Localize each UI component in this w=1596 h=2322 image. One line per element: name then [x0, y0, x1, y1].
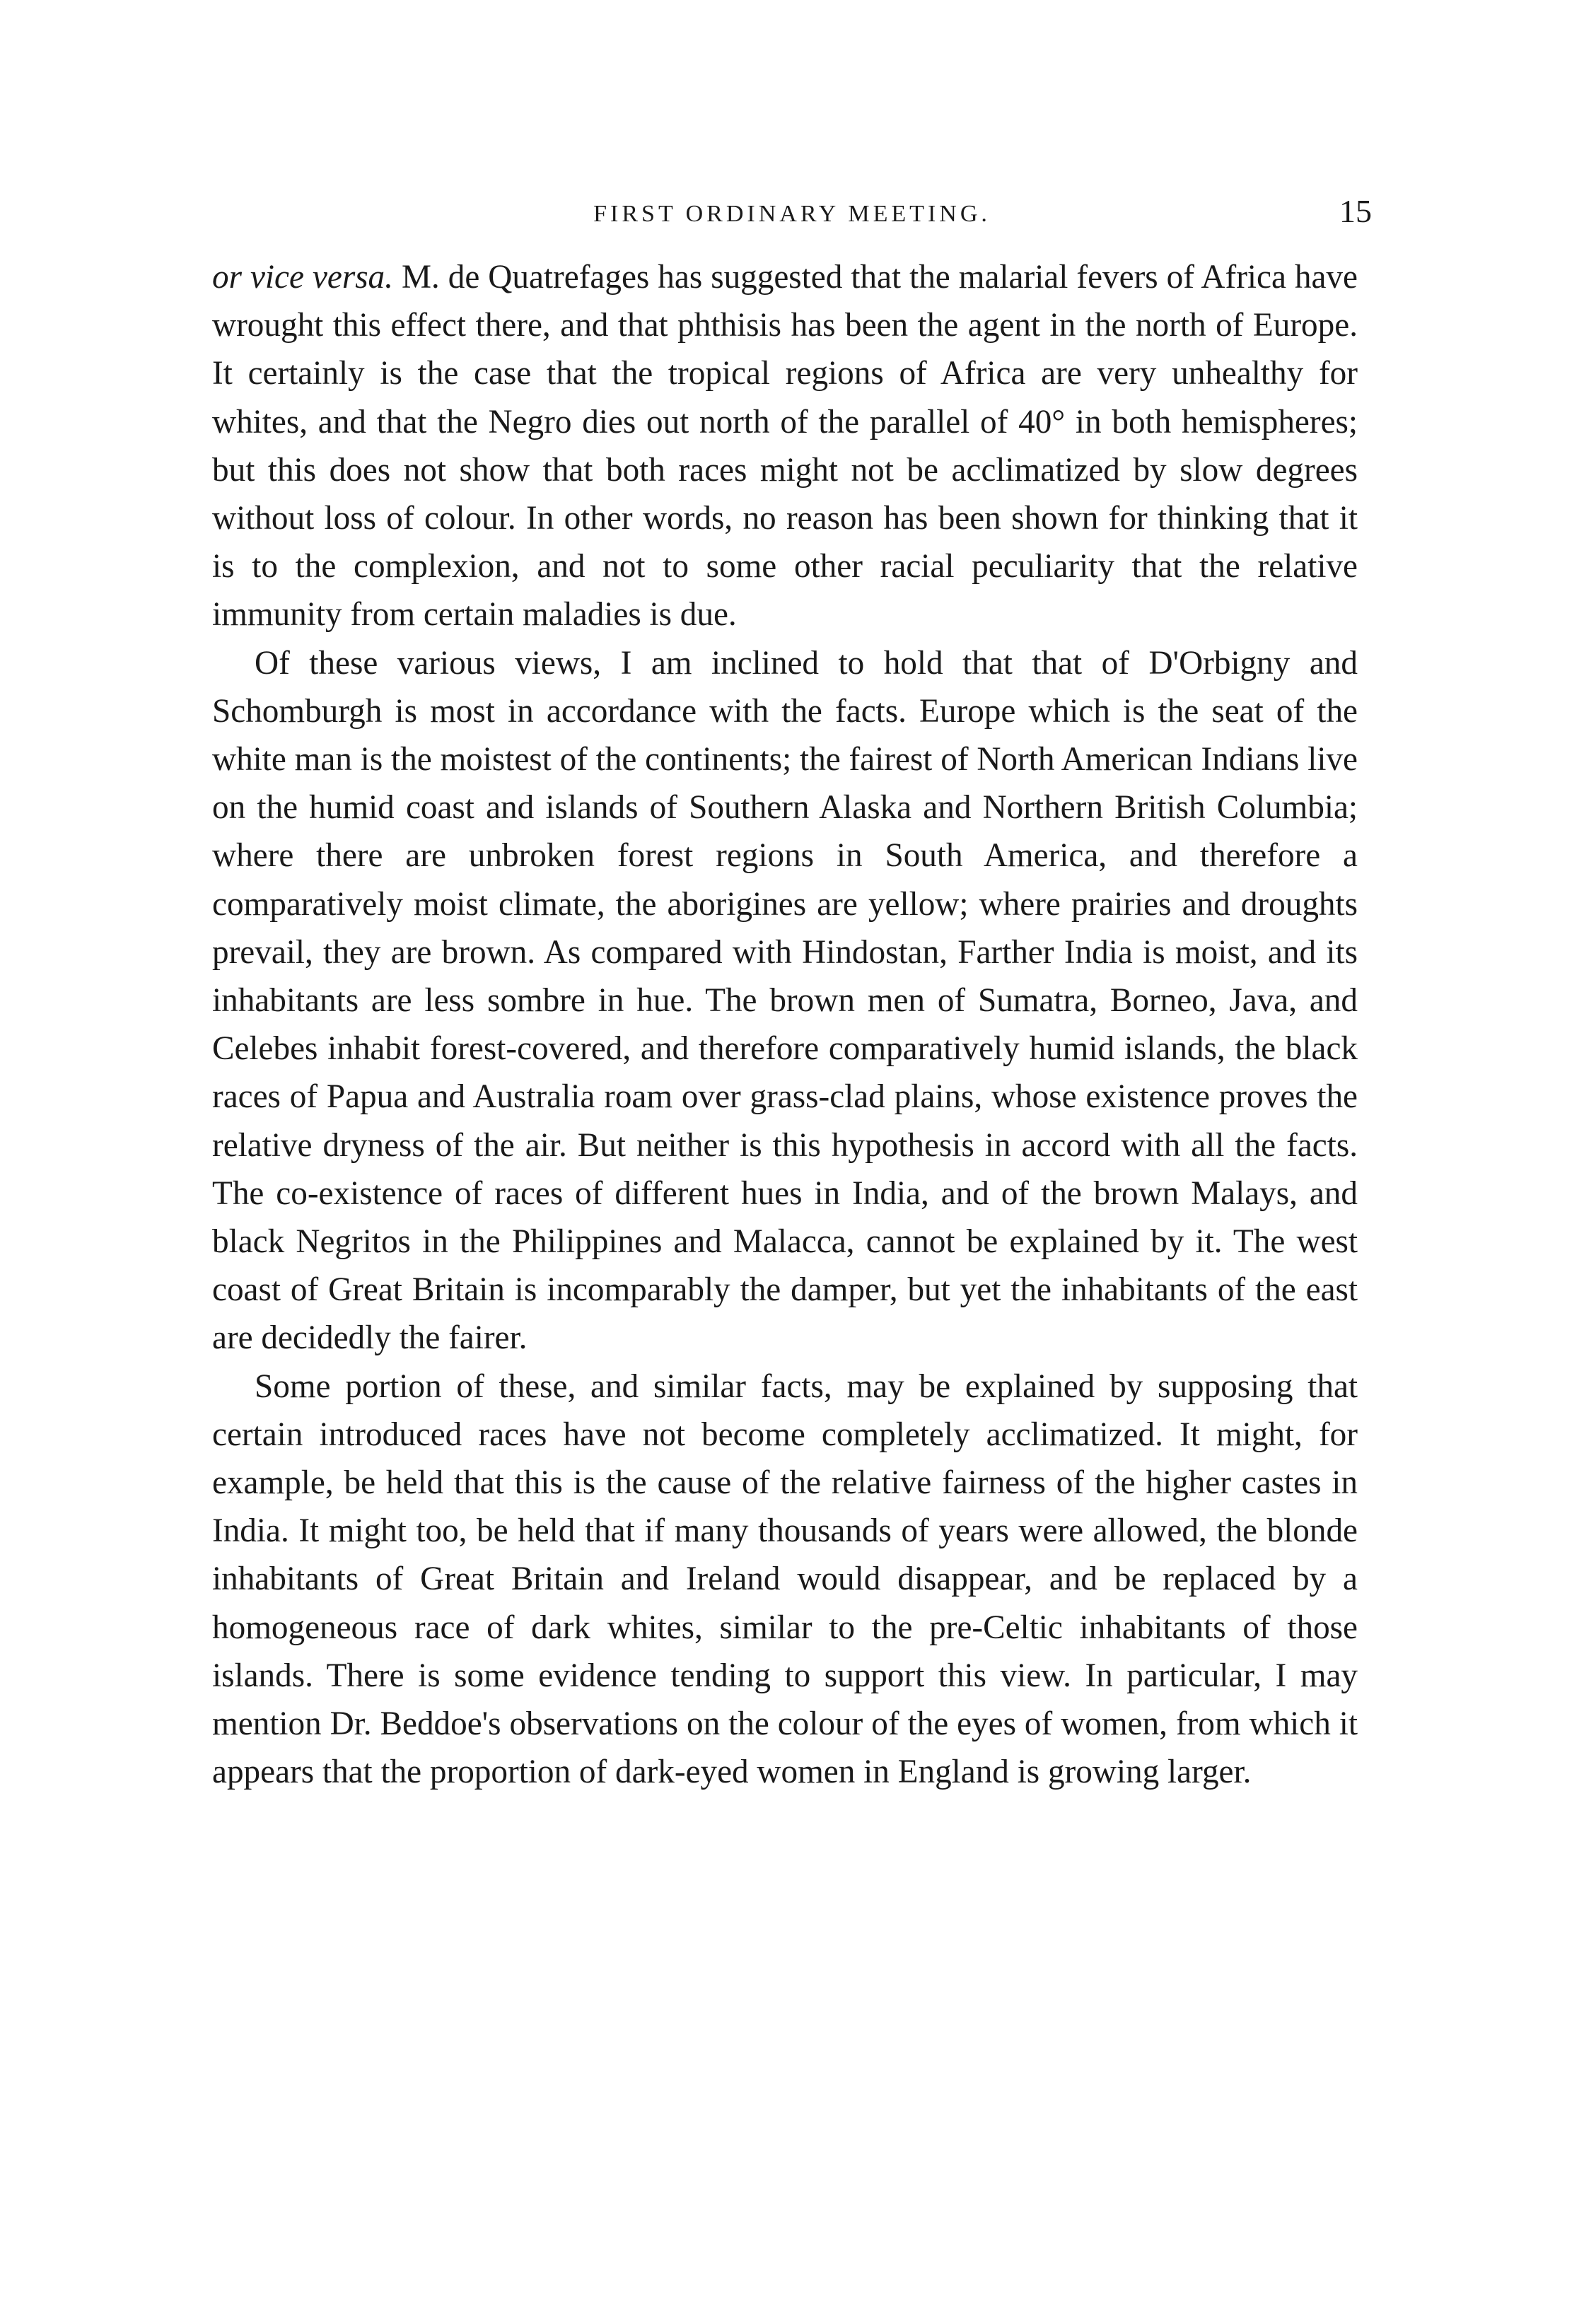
- paragraph-3-text: Some portion of these, and similar facts, may be explained by supposing that certain introduced races have not become completely acclimatized. It might, for example, be held that this is the cause of the relative fairness of the higher castes in India. It might too, be held that if many thousands of years were allowed, the blonde inhabitants of Great Britain and Ireland would disappear, and be replaced by a homogeneous race of dark whites, similar to the pre-Celtic inhabitants of those islands. There is some evidence tending to support this view. In particular, I may mention Dr. Beddoe's observations on the colour of the eyes of women, from which it appears that the proportion of dark-eyed women in England is growing larger.: [212, 1367, 1358, 1791]
- paragraph-3: [212, 1363, 1358, 1797]
- paragraph-2-text: Of these various views, I am inclined to hold that that of D'Orbigny and Schomburgh is most in accordance with the facts. Europe which is the seat of the white man is the moistest of the continents; the fairest of North American Indians live on the humid coast and islands of Southern Alaska and Northern British Columbia; where there are unbroken forest regions in South America, and therefore a comparatively moist climate, the aborigines are yellow; where prairies and droughts prevail, they are brown. As compared with Hindostan, Farther India is moist, and its inhabitants are less sombre in hue. The brown men of Sumatra, Borneo, Java, and Celebes inhabit forest-covered, and therefore comparatively humid islands, the black races of Papua and Australia roam over grass-clad plains, whose existence proves the relative dryness of the air. But neither is this hypothesis in accord with all the facts. The co-existence of races of different hues in India, and of the brown Malays, and black Negritos in the Philippines and Malacca, cannot be explained by it. The west coast of Great Britain is incomparably the damper, but yet the inhabitants of the east are decidedly the fairer.: [212, 644, 1358, 1357]
- paragraph-1-text: M. de Quatrefages has suggested that the malarial fevers of Africa have wrought this effect there, and that phthisis has been the agent in the north of Europe. It certainly is the case that the tropical regions of Africa are very unhealthy for whites, and that the Negro dies out north of the parallel of 40° in both hemispheres; but this does not show that both races might not be acclimatized by slow degrees without loss of colour. In other words, no reason has been shown for thinking that it is to the complexion, and not to some other racial peculiarity that the relative immunity from certain maladies is due.: [212, 259, 1358, 634]
- page-number: 15: [1339, 193, 1372, 229]
- paragraph-1-lead: or vice versa.: [212, 259, 393, 296]
- paragraph-2: [212, 639, 1358, 1363]
- page-header: [212, 192, 1372, 235]
- body-text: [212, 253, 1358, 1797]
- paragraph-1: [212, 253, 1358, 639]
- running-head: FIRST ORDINARY MEETING.: [593, 201, 991, 227]
